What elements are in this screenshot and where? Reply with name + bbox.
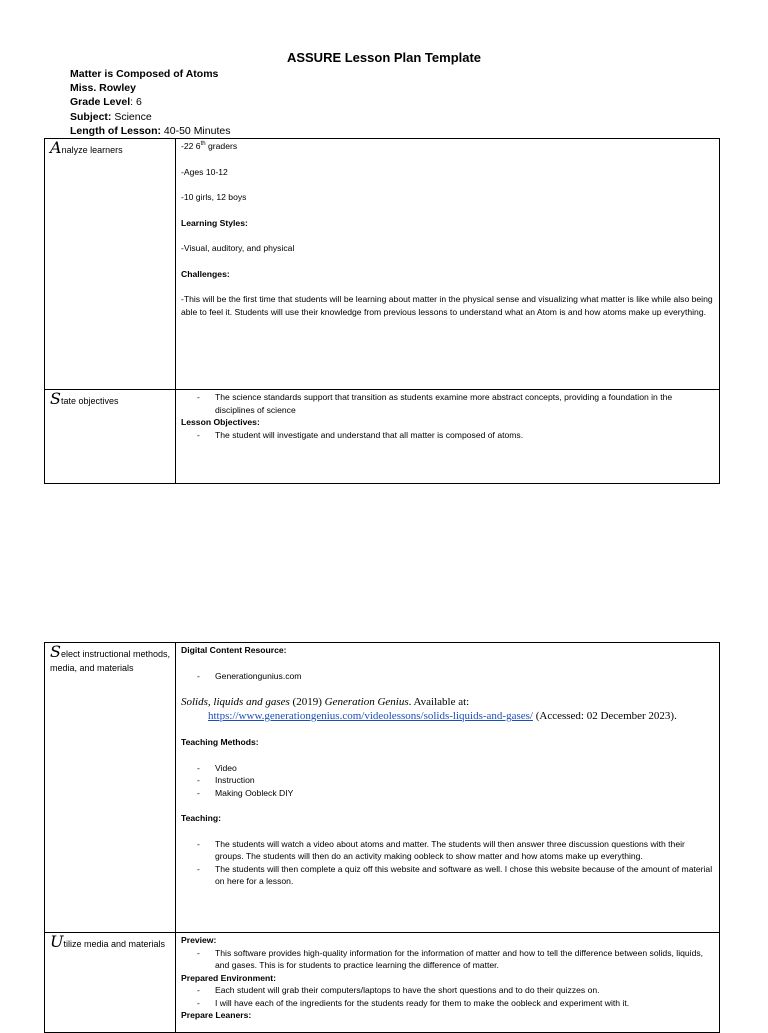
teaching-item: - The students will then complete a quiz off this website and software as well. I chose this website because of the amount of material on here for a lesson. [197,863,714,888]
select-content [176,643,720,933]
document-title: ASSURE Lesson Plan Template [286,50,482,65]
environment-item: - Each student will grab their computers/laptops to have the short questions and to do their quizzes on. [197,984,714,997]
lesson-topic: Matter is Composed of Atoms [70,68,219,80]
lesson-length: Length of Lesson: 40-50 Minutes [70,124,231,137]
subject: Subject: Science [70,110,152,123]
methods-list [181,762,714,800]
environment-item: - I will have each of the ingredients for the students ready for them to make the oobleck and experiment with it. [197,997,714,1010]
teaching-item: - The students will watch a video about atoms and matter. The students will then answer three discussion questions with their groups. The students will then do an activity making oobleck to show matter and how atoms make up everything. [197,838,714,863]
utilize-row [45,933,720,1033]
learning-styles: -Visual, auditory, and physical [181,243,295,253]
lesson-meta [70,67,230,138]
preview-heading: Preview: [181,935,217,945]
select-row [45,643,720,933]
teaching-list [181,838,714,888]
method-item: - Making Oobleck DIY [197,787,714,800]
assure-table-bottom [44,642,720,1033]
utilize-content [176,933,720,1033]
learning-styles-heading: Learning Styles: [181,217,248,228]
method-item: - Instruction [197,774,714,787]
challenges-heading: Challenges: [181,268,230,279]
preview-item: - This software provides high-quality information for the information of matter and how to tell the difference between solids, liquids, and gases. This is for students to practice learning the difference of matter. [197,947,714,972]
lesson-objectives-heading: Lesson Objectives: [181,417,260,427]
resource-item: - Generationgunius.com [197,670,714,683]
standards-item: - The science standards support that transition as students examine more abstract concepts, providing a foundation in the disciplines of science [197,391,714,416]
assure-table-top [44,138,720,484]
prepare-learners-heading: Prepare Leaners: [181,1010,252,1020]
utilize-label: Utilize media and materials [45,933,176,1033]
learner-gender: -10 girls, 12 boys [181,192,247,202]
environment-list [181,984,714,1009]
methods-heading: Teaching Methods: [181,737,259,747]
state-content [176,390,720,484]
state-label: State objectives [45,390,176,484]
method-item: - Video [197,762,714,775]
environment-heading: Prepared Environment: [181,972,277,983]
analyze-row [45,139,720,390]
challenges-text: -This will be the first time that students will be learning about matter in the physical sense and visualizing what matter is like while also being able to feel it. Students will use their knowledge from previous lessons to understand what an Atom is and how atoms make up everything. [181,294,713,317]
grade-level: Grade Level: 6 [70,96,142,109]
learner-count: -22 6th graders [181,141,238,151]
teacher-name: Miss. Rowley [70,82,136,95]
resource-heading: Digital Content Resource: [181,645,287,655]
analyze-content [176,139,720,390]
select-label: Select instructional methods, media, and materials [45,643,176,933]
citation-link[interactable]: https://www.generationgenius.com/videolessons/solids-liquids-and-gases/ [208,710,533,722]
learner-ages: -Ages 10-12 [181,166,228,177]
state-row [45,390,720,484]
analyze-label: Analyze learners [45,139,176,390]
citation: Solids, liquids and gases (2019) Generation Genius. Available at: https://www.generationgenius.com/videolessons/solids-liquids-and-gases/ (Accessed: 02 December 2023). [181,696,677,722]
objective-item: - The student will investigate and understand that all matter is composed of atoms. [197,429,714,442]
teaching-heading: Teaching: [181,813,221,823]
